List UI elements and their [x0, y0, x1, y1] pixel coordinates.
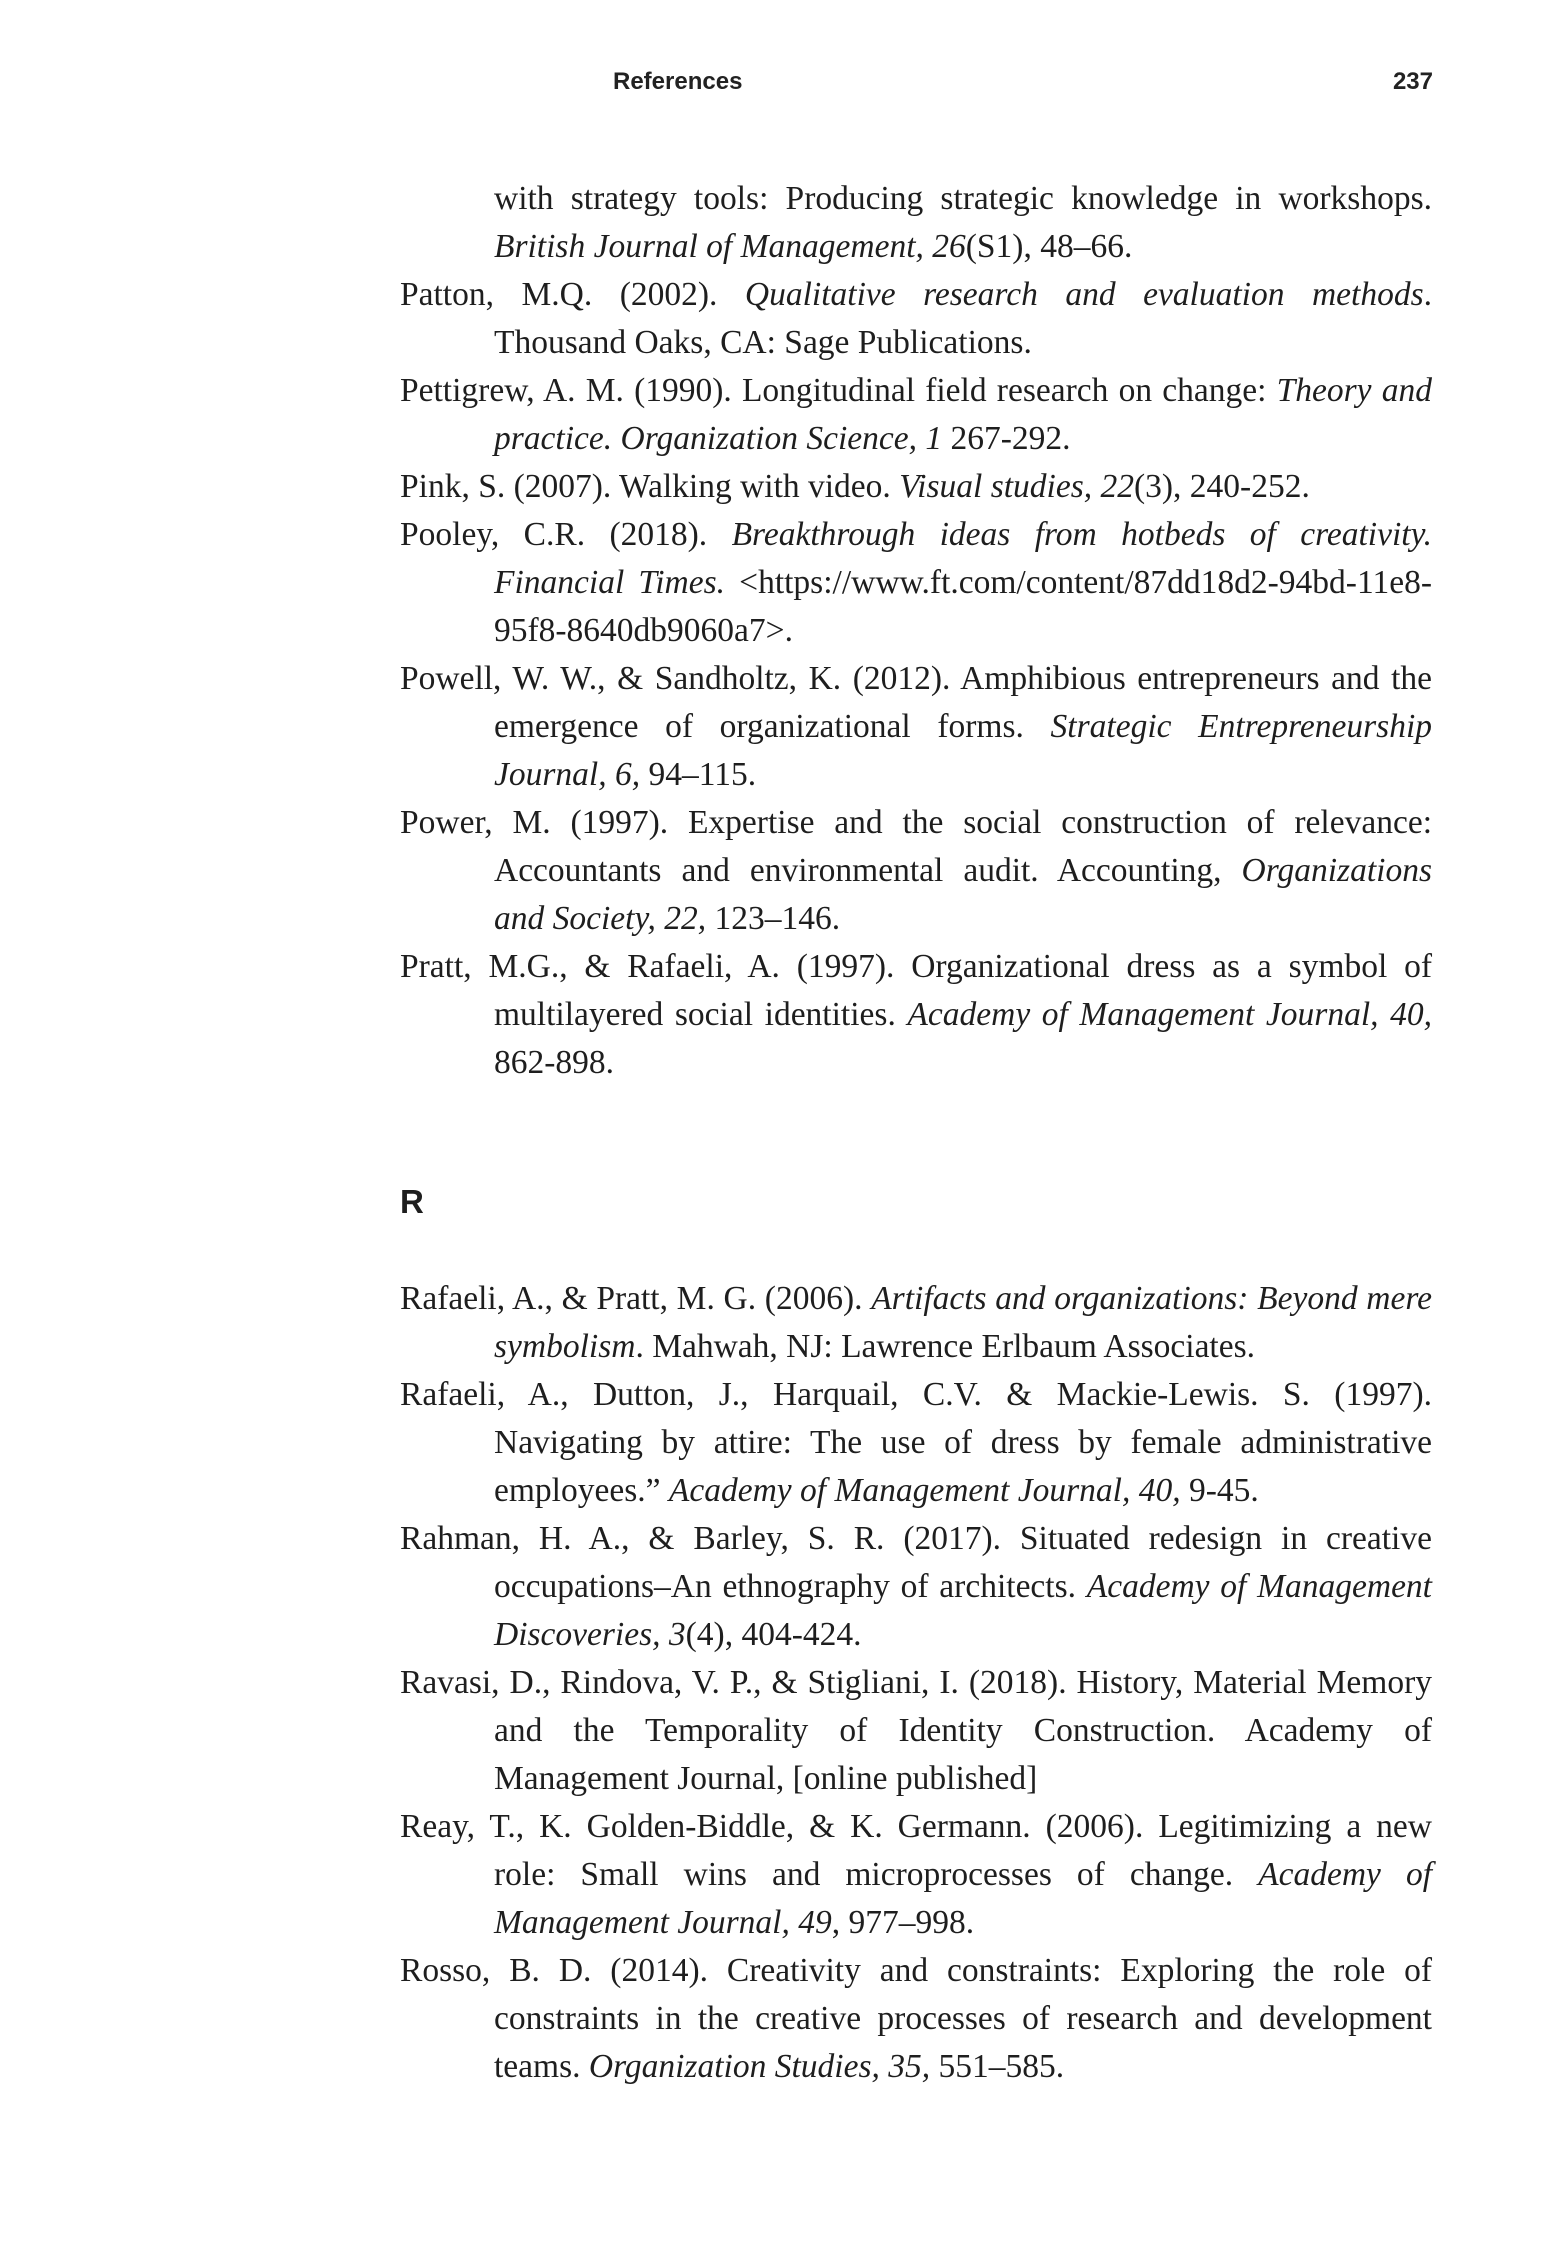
- reference-source-title: Organization Studies, 35,: [588, 2048, 931, 2085]
- reference-source-title: Breakthrough ideas from hotbeds of creativity. Financial Times.: [494, 516, 1432, 601]
- reference-list-r: [400, 1275, 1432, 2091]
- reference-source-title: Academy of Management Discoveries, 3: [494, 1568, 1432, 1653]
- reference-source-title: Academy of Management Journal, 40,: [907, 996, 1432, 1033]
- running-header: [0, 68, 1547, 104]
- reference-source-title: Qualitative research and evaluation methods: [744, 276, 1424, 313]
- reference-text: Rafaeli, A., Dutton, J., Harquail, C.V. & Mackie-Lewis. S. (1997). Navigating by attire: The use of dress by female administrative employees.”: [400, 1376, 1432, 1509]
- reference-entry: [400, 1371, 1432, 1515]
- reference-source-title: British Journal of Management, 26: [494, 228, 966, 265]
- letter-heading: R: [400, 1183, 424, 1220]
- reference-text: . Thousand Oaks, CA: Sage Publications.: [494, 276, 1433, 361]
- reference-entry: [400, 655, 1432, 799]
- reference-text: Rafaeli, A., & Pratt, M. G. (2006).: [400, 1280, 872, 1317]
- reference-text: 94–115.: [640, 756, 757, 793]
- reference-text: Powell, W. W., & Sandholtz, K. (2012). Amphibious entrepreneurs and the emergence of organizational forms.: [400, 660, 1432, 745]
- reference-entry: [400, 463, 1432, 511]
- reference-text: (4), 404-424.: [685, 1616, 862, 1653]
- reference-text: 267-292.: [942, 420, 1071, 457]
- reference-entry: [400, 1275, 1432, 1371]
- reference-text: 123–146.: [706, 900, 841, 937]
- reference-text: Pratt, M.G., & Rafaeli, A. (1997). Organizational dress as a symbol of multilayered social identities.: [400, 948, 1432, 1033]
- reference-text: 551–585.: [930, 2048, 1065, 2085]
- reference-entries-r: [400, 1275, 1432, 2091]
- reference-entries-p: [400, 271, 1432, 1087]
- reference-text: Pooley, C.R. (2018).: [400, 516, 732, 553]
- reference-list-p: [400, 175, 1432, 1087]
- reference-source-title: Theory and practice. Organization Science, 1: [494, 372, 1432, 457]
- reference-text: . Mahwah, NJ: Lawrence Erlbaum Associates.: [635, 1328, 1256, 1365]
- reference-entry: [400, 799, 1432, 943]
- reference-entry: [400, 1659, 1432, 1803]
- reference-text: (S1), 48–66.: [965, 228, 1133, 265]
- reference-entry: [400, 271, 1432, 367]
- reference-entry: [400, 943, 1432, 1087]
- reference-text: Pettigrew, A. M. (1990). Longitudinal field research on change:: [400, 372, 1277, 409]
- reference-entry: [400, 1515, 1432, 1659]
- reference-text: Patton, M.Q. (2002).: [400, 276, 745, 313]
- reference-text: Pink, S. (2007). Walking with video.: [400, 468, 900, 505]
- reference-source-title: Artifacts and organizations: Beyond mere symbolism: [494, 1280, 1432, 1365]
- reference-text: Ravasi, D., Rindova, V. P., & Stigliani, I. (2018). History, Material Memory and the Temporality of Identity Construction. Academy of Management Journal, [online published]: [400, 1664, 1432, 1797]
- reference-source-title: Strategic Entrepreneurship Journal, 6,: [494, 708, 1432, 793]
- reference-text: Reay, T., K. Golden-Biddle, & K. Germann. (2006). Legitimizing a new role: Small wins and microprocesses of change.: [400, 1808, 1432, 1893]
- reference-text: 9-45.: [1180, 1472, 1259, 1509]
- reference-source-title: Visual studies, 22: [899, 468, 1134, 505]
- reference-entry: [400, 1947, 1432, 2091]
- reference-source-title: Organizations and Society, 22,: [494, 852, 1432, 937]
- reference-text: Rosso, B. D. (2014). Creativity and constraints: Exploring the role of constraints in the creative processes of research and development teams.: [400, 1952, 1432, 2085]
- reference-entry: [400, 1803, 1432, 1947]
- reference-source-title: Academy of Management Journal, 40,: [668, 1472, 1181, 1509]
- reference-text: 862-898.: [494, 1044, 615, 1081]
- reference-text: with strategy tools: Producing strategic knowledge in workshops.: [494, 180, 1432, 217]
- reference-text: <https://www.ft.com/content/87dd18d2-94bd-11e8-95f8-8640db9060a7>.: [494, 564, 1432, 649]
- reference-text: (3), 240-252.: [1134, 468, 1310, 505]
- reference-continuation: [400, 175, 1432, 271]
- reference-source-title: Academy of Management Journal, 49: [494, 1856, 1432, 1941]
- section-title: References: [613, 68, 743, 95]
- reference-entry: [400, 511, 1432, 655]
- reference-text: , 977–998.: [831, 1904, 975, 1941]
- reference-text: Rahman, H. A., & Barley, S. R. (2017). Situated redesign in creative occupations–An ethnography of architects.: [400, 1520, 1432, 1605]
- reference-text: Power, M. (1997). Expertise and the social construction of relevance: Accountants and environmental audit. Accounting,: [400, 804, 1432, 889]
- reference-entry: [400, 367, 1432, 463]
- page-number: 237: [1392, 68, 1433, 95]
